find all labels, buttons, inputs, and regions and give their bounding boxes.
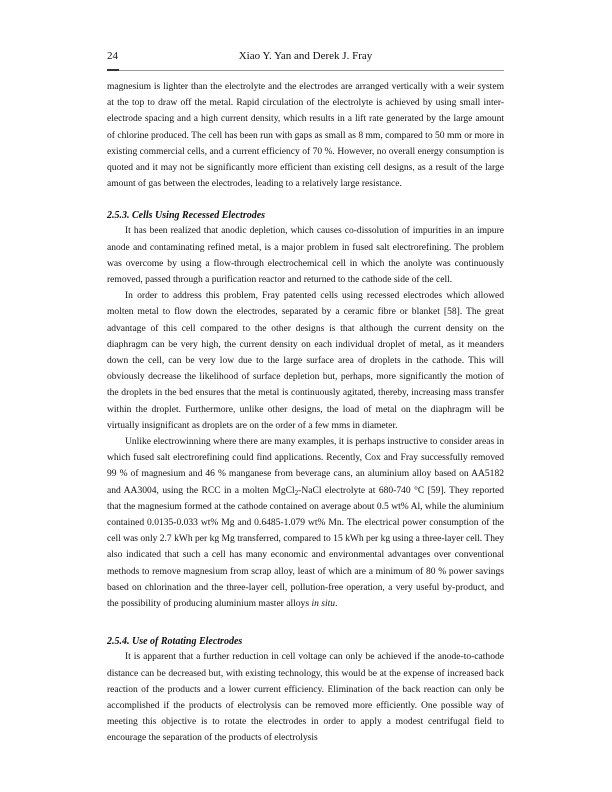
- paragraph: In order to address this problem, Fray patented cells using recessed electrodes which allowed molten metal to flow down the electrodes, separated by a ceramic fibre or blanket [58]. The great advantage of this cell compared to the other designs is that although the current density on the diaphragm can be very high, the current density on each individual droplet of metal, as it meanders down the cell, can be very low due to the large surface area of droplets in the cathode. This will obviously decrease the likelihood of surface depletion but, perhaps, more significantly the motion of the droplets in the bed ensures that the metal is continuously agitated, thereby, increasing mass transfer within the droplet. Furthermore, unlike other designs, the load of metal on the diaphragm will be virtually insignificant as droplets are on the order of a few mms in diameter.: [107, 290, 504, 431]
- section-heading-2-5-4: 2.5.4. Use of Rotating Electrodes: [107, 636, 243, 648]
- subscript: 2: [294, 488, 299, 497]
- paragraph-text: -NaCl electrolyte at 680-740 °C [59]. They reported that the magnesium formed at the cathode contained on average about 0.5 wt% Al, while the aluminium contained 0.0135-0.033 wt% Mg and 0.6485-1.079 wt% Mn. The electrical power consumption of the cell was only 2.7 kWh per kg Mg transferred, compared to 15 kWh per kg using a three-layer cell. They also indicated that such a cell has many economic and environmental advantages over conventional methods to remove magnesium from scrap alloy, least of which are a minimum of 80 % power savings based on chlorination and the three-layer cell, pollution-free operation, a very useful by-product, and the possibility of producing aluminium master alloys: [107, 484, 504, 610]
- paragraph-text: Unlike electrowinning where there are many examples, it is perhaps instructive to consider areas in which fused salt electrorefining could find applications. Recently, Cox and Fray successfully removed 99 % of magnesium and 46 % manganese from beverage cans, an aluminium alloy based on AA5182 and AA3004, using the RCC in a molten MgCl: [107, 436, 504, 496]
- paragraph-continued: magnesium is lighter than the electrolyte and the electrodes are arranged vertically with a weir system at the top to draw off the metal. Rapid circulation of the electrolyte is achieved by using small inter-electrode spacing and a high current density, which results in a lift rate generated by the large amount of chlorine produced. The cell has been run with gaps as small as 8 mm, compared to 50 mm or more in existing commercial cells, and a current efficiency of 70 %. However, no overall energy consumption is quoted and it may not be significantly more efficient than existing cell designs, as a result of the large amount of gas between the electrodes, leading to a relatively large resistance.: [107, 81, 504, 190]
- header-rule-mark: [107, 69, 119, 71]
- paragraph-text: .: [335, 598, 338, 610]
- paragraph: [107, 434, 504, 612]
- page-body: [107, 79, 504, 747]
- section-heading-2-5-3: 2.5.3. Cells Using Recessed Electrodes: [107, 210, 266, 222]
- page-header: [107, 50, 504, 70]
- italic-term: in situ: [311, 598, 336, 610]
- header-rule: [107, 70, 504, 71]
- running-title: Xiao Y. Yan and Derek J. Fray: [238, 50, 373, 62]
- page-number: 24: [107, 50, 118, 62]
- paragraph: It is apparent that a further reduction in cell voltage can only be achieved if the anode-to-cathode distance can be decreased but, with existing technology, this would be at the expense of increased back reaction of the products and a lower current efficiency. Elimination of the back reaction can only be accomplished if the products of electrolysis can be removed more efficiently. One possible way of meeting this objective is to rotate the electrodes in order to apply a modest centrifugal field to encourage the separation of the products of electrolysis: [107, 651, 504, 744]
- paragraph: It has been realized that anodic depletion, which causes co-dissolution of impurities in an impure anode and contaminating refined metal, is a major problem in fused salt electrorefining. The problem was overcome by using a flow-through electrochemical cell in which the anolyte was continuously removed, passed through a purification reactor and returned to the cathode side of the cell.: [107, 225, 504, 286]
